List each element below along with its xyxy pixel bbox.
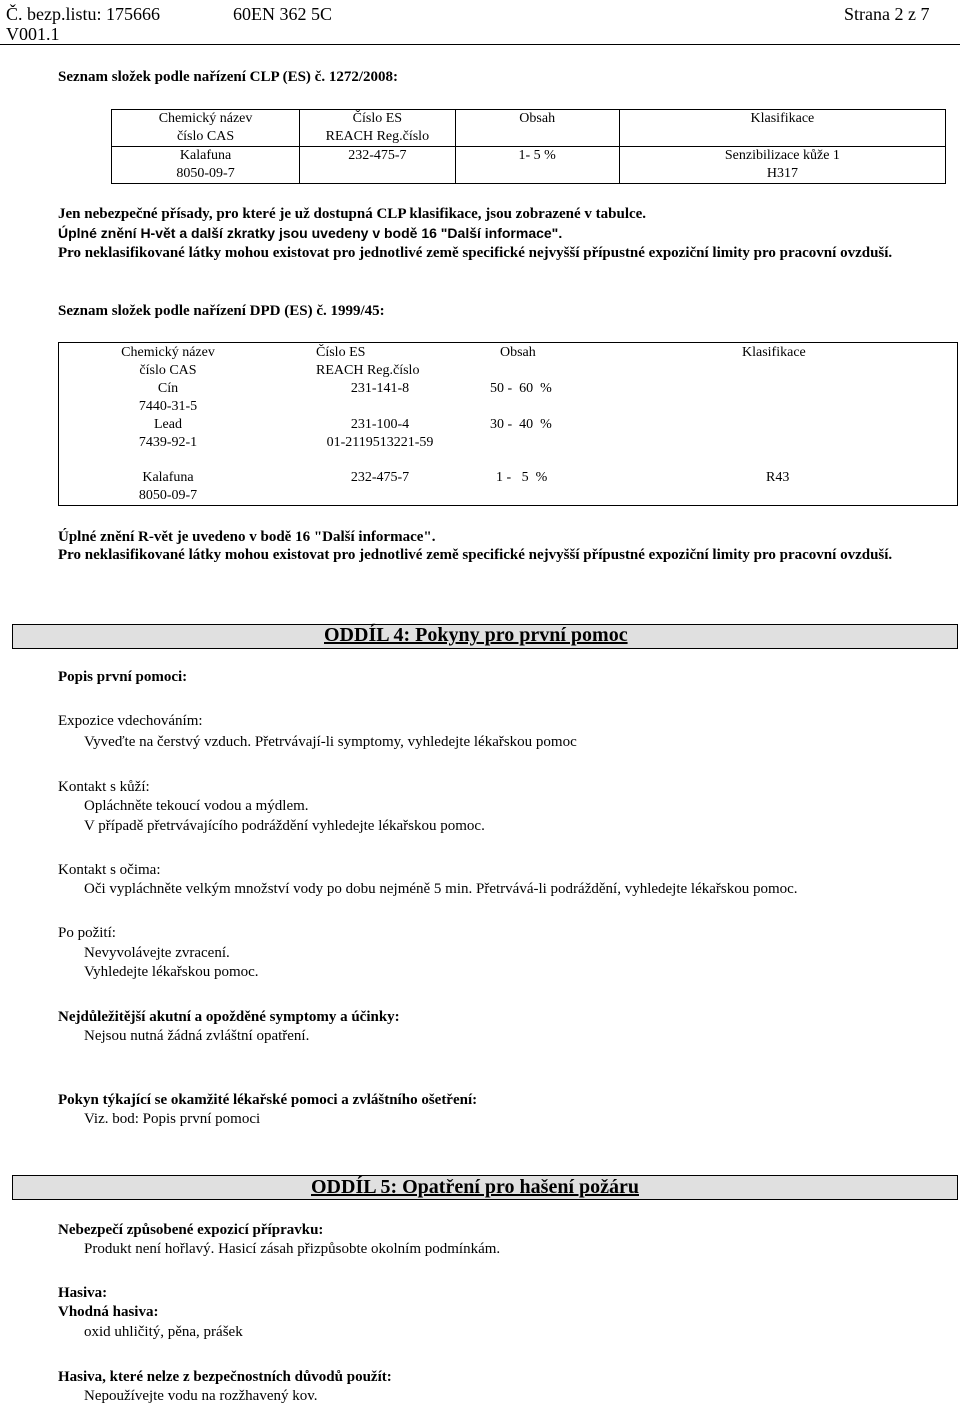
header-divider bbox=[0, 44, 960, 45]
skin-text-1: Opláchněte tekoucí vodou a mýdlem. bbox=[84, 798, 309, 814]
suitable-media-text: oxid uhličitý, pěna, prášek bbox=[84, 1324, 243, 1340]
fire-hazard-text: Produkt není hořlavý. Hasicí zásah přizpůsobte okolním podmínkám. bbox=[84, 1241, 501, 1257]
dpd-row-cas: 7439-92-1 bbox=[138, 435, 198, 450]
dpd-row-es bbox=[316, 416, 444, 452]
dpd-note-r-phrases: Úplné znění R-vět je uvedeno v bodě 16 "Další informace". bbox=[58, 529, 436, 545]
section-5-title: ODDÍL 5: Opatření pro hašení požáru bbox=[311, 1176, 639, 1198]
eye-text: Oči vypláchněte velkým množství vody po dobu nejméně 5 min. Přetrvává-li podráždění, vyhledejte lékařskou pomoc. bbox=[84, 881, 798, 897]
inhalation-label: Expozice vdechováním: bbox=[58, 713, 203, 729]
dpd-row-name: Kalafuna bbox=[142, 470, 194, 485]
dpd-row-content: 50 - 60 % bbox=[490, 381, 552, 396]
medical-label: Pokyn týkající se okamžité lékařské pomoci a zvláštního ošetření: bbox=[58, 1092, 478, 1108]
dpd-row-reach: 01-2119513221-59 bbox=[326, 435, 434, 450]
dpd-row-content: 1 - 5 % bbox=[496, 470, 548, 485]
unsuitable-media-label: Hasiva, které nelze z bezpečnostních důvodů použít: bbox=[58, 1369, 392, 1385]
clp-header-cas: číslo CAS bbox=[176, 129, 235, 144]
ingestion-text-1: Nevyvolávejte zvracení. bbox=[84, 945, 230, 961]
clp-note-h-phrases: Úplné znění H-vět a další zkratky jsou uvedeny v bodě 16 "Další informace". bbox=[58, 225, 563, 241]
dpd-row-es-number: 232-475-7 bbox=[350, 470, 410, 485]
dpd-row-es-number: 231-100-4 bbox=[350, 417, 410, 432]
suitable-media-label: Vhodná hasiva: bbox=[58, 1304, 159, 1320]
clp-header-class: Klasifikace bbox=[619, 110, 945, 147]
medical-text: Viz. bod: Popis první pomoci bbox=[84, 1111, 261, 1127]
dpd-header-chemical-name: Chemický název bbox=[121, 345, 215, 360]
section-4-title: ODDÍL 4: Pokyny pro první pomoc bbox=[324, 624, 628, 646]
clp-header-content: Obsah bbox=[455, 110, 619, 147]
clp-row-cas: 8050-09-7 bbox=[176, 166, 235, 181]
unsuitable-media-text: Nepoužívejte vodu na rozžhavený kov. bbox=[84, 1388, 318, 1404]
dpd-header-name bbox=[59, 344, 277, 380]
dpd-table bbox=[58, 342, 958, 506]
clp-table bbox=[111, 109, 946, 184]
media-label: Hasiva: bbox=[58, 1285, 108, 1301]
dpd-header-class: Klasifikace bbox=[742, 345, 806, 360]
dpd-row-es bbox=[316, 469, 444, 487]
clp-note-limits: Pro neklasifikované látky mohou existovat pro jednotlivé země specifické nejvyšší přípustné expoziční limity pro pracovní ovzduší. bbox=[58, 245, 893, 261]
dpd-note-limits: Pro neklasifikované látky mohou existovat pro jednotlivé země specifické nejvyšší přípustné expoziční limity pro pracovní ovzduší. bbox=[58, 547, 893, 563]
symptoms-text: Nejsou nutná žádná zvláštní opatření. bbox=[84, 1028, 310, 1044]
table-row bbox=[59, 469, 277, 505]
sheet-number: Č. bezp.listu: 175666 bbox=[6, 4, 160, 24]
table-row bbox=[59, 416, 277, 452]
version: V001.1 bbox=[6, 24, 60, 44]
fire-hazard-label: Nebezpečí způsobené expozicí přípravku: bbox=[58, 1222, 324, 1238]
dpd-row-name: Lead bbox=[154, 417, 182, 432]
ingestion-text-2: Vyhledejte lékařskou pomoc. bbox=[84, 964, 259, 980]
clp-header-es bbox=[300, 110, 455, 147]
first-aid-label: Popis první pomoci: bbox=[58, 669, 188, 685]
dpd-header-es-number: Číslo ES bbox=[316, 345, 366, 360]
skin-text-2: V případě přetrvávajícího podráždění vyhledejte lékařskou pomoc. bbox=[84, 818, 485, 834]
eye-label: Kontakt s očima: bbox=[58, 862, 161, 878]
dpd-row-es bbox=[316, 380, 444, 398]
dpd-header-reach: REACH Reg.číslo bbox=[316, 363, 420, 378]
clp-cell-class bbox=[619, 147, 945, 184]
dpd-row-class: R43 bbox=[766, 470, 790, 485]
page-number: Strana 2 z 7 bbox=[844, 4, 930, 24]
dpd-header-cas: číslo CAS bbox=[139, 363, 197, 378]
clp-row-class: Senzibilizace kůže 1 bbox=[724, 148, 840, 163]
dpd-row-cas: 7440-31-5 bbox=[138, 399, 198, 414]
dpd-title: Seznam složek podle nařízení DPD (ES) č. 1999/45: bbox=[58, 303, 385, 319]
table-row bbox=[112, 147, 946, 184]
clp-row-hazard-code: H317 bbox=[766, 166, 798, 181]
dpd-row-es-number: 231-141-8 bbox=[350, 381, 410, 396]
product-code: 60EN 362 5C bbox=[233, 4, 332, 24]
inhalation-text: Vyveďte na čerstvý vzduch. Přetrvávají-li symptomy, vyhledejte lékařskou pomoc bbox=[84, 734, 577, 750]
table-row bbox=[59, 380, 277, 416]
skin-label: Kontakt s kůží: bbox=[58, 779, 150, 795]
clp-header-chemical-name: Chemický název bbox=[158, 111, 253, 126]
dpd-row-name: Cín bbox=[157, 381, 179, 396]
clp-header-name bbox=[112, 110, 300, 147]
clp-note-available: Jen nebezpečné přísady, pro které je už dostupná CLP klasifikace, jsou zobrazené v tabulce. bbox=[58, 206, 647, 222]
symptoms-label: Nejdůležitější akutní a opožděné symptomy a účinky: bbox=[58, 1009, 400, 1025]
clp-header-reach: REACH Reg.číslo bbox=[325, 129, 430, 144]
clp-title: Seznam složek podle nařízení CLP (ES) č. 1272/2008: bbox=[58, 69, 398, 85]
clp-header-es-number: Číslo ES bbox=[352, 111, 403, 126]
clp-row-es: 232-475-7 bbox=[300, 147, 455, 184]
ingestion-label: Po požití: bbox=[58, 925, 116, 941]
dpd-header-content: Obsah bbox=[500, 345, 536, 360]
dpd-header-es bbox=[316, 344, 419, 380]
clp-row-content: 1- 5 % bbox=[455, 147, 619, 184]
dpd-row-cas: 8050-09-7 bbox=[138, 488, 198, 503]
dpd-row-content: 30 - 40 % bbox=[490, 417, 552, 432]
clp-row-name: Kalafuna bbox=[179, 148, 232, 163]
clp-cell-name bbox=[112, 147, 300, 184]
